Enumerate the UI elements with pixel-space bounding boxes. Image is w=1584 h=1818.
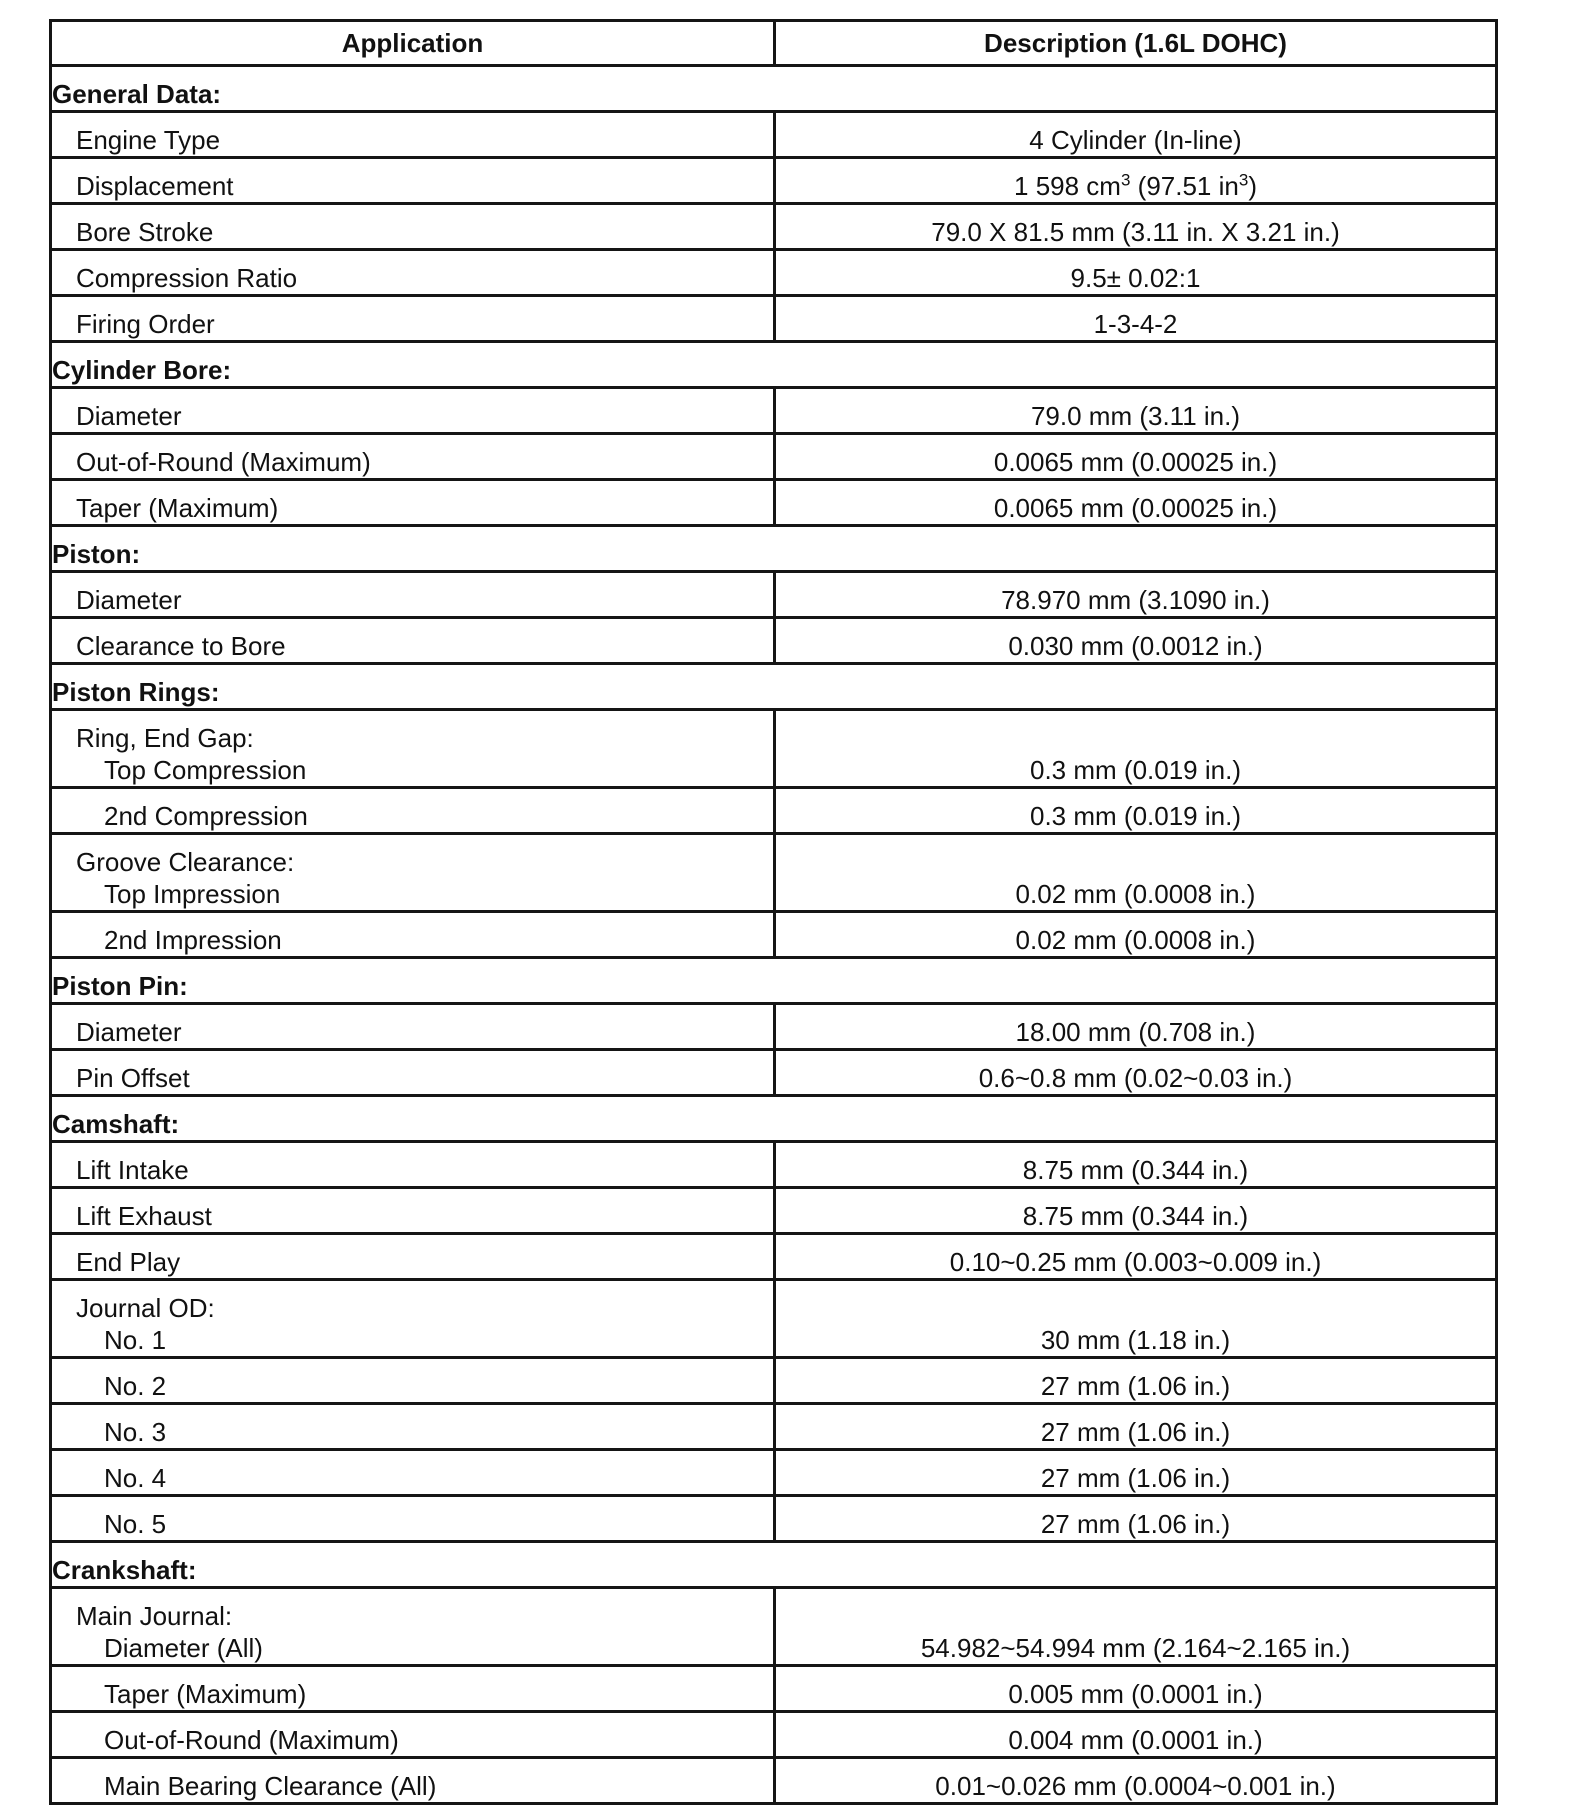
superscript: 3 — [1120, 170, 1131, 190]
row-label: Pin Offset — [51, 1050, 775, 1096]
row-value: 0.004 mm (0.0001 in.) — [775, 1712, 1497, 1758]
group-label: Ring, End Gap: — [76, 723, 254, 753]
row-label: Out-of-Round (Maximum) — [51, 434, 775, 480]
section-title-camshaft: Camshaft: — [51, 1096, 1497, 1142]
row-label: No. 2 — [104, 1371, 167, 1401]
section-row — [51, 1542, 1497, 1588]
table-row — [51, 912, 1497, 958]
table-row — [51, 1280, 1497, 1358]
row-value: 8.75 mm (0.344 in.) — [775, 1188, 1497, 1234]
section-row — [51, 66, 1497, 112]
table-row — [51, 1758, 1497, 1804]
table-row — [51, 1588, 1497, 1666]
row-label-cell — [51, 1450, 775, 1496]
group-label: Groove Clearance: — [76, 847, 295, 877]
row-value: 0.0065 mm (0.00025 in.) — [775, 480, 1497, 526]
section-row — [51, 526, 1497, 572]
table-row — [51, 710, 1497, 788]
column-header-description: Description (1.6L DOHC) — [775, 21, 1497, 66]
row-value: 0.02 mm (0.0008 in.) — [775, 912, 1497, 958]
table-row — [51, 158, 1497, 204]
row-label-group — [51, 1280, 775, 1358]
row-value: 54.982~54.994 mm (2.164~2.165 in.) — [775, 1588, 1497, 1666]
table-row — [51, 1358, 1497, 1404]
row-value-displacement — [775, 158, 1497, 204]
table-row — [51, 250, 1497, 296]
column-header-application: Application — [51, 21, 775, 66]
row-value: 0.02 mm (0.0008 in.) — [775, 834, 1497, 912]
row-label: Diameter (All) — [104, 1633, 263, 1663]
table-row — [51, 480, 1497, 526]
row-label: No. 3 — [104, 1417, 167, 1447]
row-label-cell — [51, 1496, 775, 1542]
row-value: 0.10~0.25 mm (0.003~0.009 in.) — [775, 1234, 1497, 1280]
table-row — [51, 572, 1497, 618]
table-row — [51, 434, 1497, 480]
row-value: 4 Cylinder (In-line) — [775, 112, 1497, 158]
section-row — [51, 1096, 1497, 1142]
row-label: Clearance to Bore — [51, 618, 775, 664]
table-row — [51, 1712, 1497, 1758]
row-value: 0.3 mm (0.019 in.) — [775, 788, 1497, 834]
table-row — [51, 1404, 1497, 1450]
row-label: Top Compression — [104, 755, 307, 785]
table-row — [51, 618, 1497, 664]
table-row — [51, 204, 1497, 250]
table-row — [51, 1450, 1497, 1496]
row-label: Diameter — [51, 1004, 775, 1050]
row-label: 2nd Impression — [104, 925, 282, 955]
table-row — [51, 1050, 1497, 1096]
displacement-metric: 1 598 cm — [1014, 171, 1121, 201]
section-title-piston-rings: Piston Rings: — [51, 664, 1497, 710]
row-label: No. 5 — [104, 1509, 167, 1539]
row-value: 0.01~0.026 mm (0.0004~0.001 in.) — [775, 1758, 1497, 1804]
row-value: 79.0 mm (3.11 in.) — [775, 388, 1497, 434]
row-value: 27 mm (1.06 in.) — [775, 1404, 1497, 1450]
engine-spec-table — [49, 19, 1498, 1805]
row-label-group — [51, 1588, 775, 1666]
row-label-cell — [51, 912, 775, 958]
row-value: 8.75 mm (0.344 in.) — [775, 1142, 1497, 1188]
row-value: 0.3 mm (0.019 in.) — [775, 710, 1497, 788]
section-title-cylinder-bore: Cylinder Bore: — [51, 342, 1497, 388]
row-label: Bore Stroke — [51, 204, 775, 250]
row-label: Out-of-Round (Maximum) — [104, 1725, 399, 1755]
row-label-cell — [51, 1358, 775, 1404]
row-label: Firing Order — [51, 296, 775, 342]
table-row — [51, 112, 1497, 158]
row-value: 78.970 mm (3.1090 in.) — [775, 572, 1497, 618]
row-label-cell — [51, 1758, 775, 1804]
row-label: No. 4 — [104, 1463, 167, 1493]
row-label: Compression Ratio — [51, 250, 775, 296]
row-value: 9.5± 0.02:1 — [775, 250, 1497, 296]
row-label: Main Bearing Clearance (All) — [104, 1771, 437, 1801]
row-label-group — [51, 710, 775, 788]
table-row — [51, 388, 1497, 434]
row-value: 0.030 mm (0.0012 in.) — [775, 618, 1497, 664]
section-title-piston: Piston: — [51, 526, 1497, 572]
row-value: 79.0 X 81.5 mm (3.11 in. X 3.21 in.) — [775, 204, 1497, 250]
row-value: 0.6~0.8 mm (0.02~0.03 in.) — [775, 1050, 1497, 1096]
row-label: Diameter — [51, 388, 775, 434]
row-label: Taper (Maximum) — [104, 1679, 307, 1709]
table-row — [51, 1234, 1497, 1280]
row-value: 18.00 mm (0.708 in.) — [775, 1004, 1497, 1050]
row-label: Engine Type — [51, 112, 775, 158]
table-row — [51, 1666, 1497, 1712]
table-row — [51, 834, 1497, 912]
table-row — [51, 296, 1497, 342]
row-label: No. 1 — [104, 1325, 167, 1355]
table-row — [51, 1188, 1497, 1234]
table-header-row — [51, 21, 1497, 66]
row-value: 1-3-4-2 — [775, 296, 1497, 342]
row-label: Diameter — [51, 572, 775, 618]
row-label: Displacement — [51, 158, 775, 204]
row-value: 27 mm (1.06 in.) — [775, 1450, 1497, 1496]
row-label-cell — [51, 1712, 775, 1758]
group-label: Main Journal: — [76, 1601, 233, 1631]
superscript: 3 — [1238, 170, 1249, 190]
row-value: 0.005 mm (0.0001 in.) — [775, 1666, 1497, 1712]
section-title-general: General Data: — [51, 66, 1497, 112]
section-row — [51, 342, 1497, 388]
row-value: 30 mm (1.18 in.) — [775, 1280, 1497, 1358]
row-label: 2nd Compression — [104, 801, 308, 831]
row-label-cell — [51, 1404, 775, 1450]
row-value: 27 mm (1.06 in.) — [775, 1496, 1497, 1542]
row-label: Lift Intake — [51, 1142, 775, 1188]
table-row — [51, 1004, 1497, 1050]
row-value: 0.0065 mm (0.00025 in.) — [775, 434, 1497, 480]
row-label-cell — [51, 788, 775, 834]
section-row — [51, 664, 1497, 710]
table-row — [51, 788, 1497, 834]
table-row — [51, 1496, 1497, 1542]
section-title-crankshaft: Crankshaft: — [51, 1542, 1497, 1588]
row-label: End Play — [51, 1234, 775, 1280]
row-value: 27 mm (1.06 in.) — [775, 1358, 1497, 1404]
displacement-imperial: (97.51 in — [1130, 171, 1239, 201]
section-title-piston-pin: Piston Pin: — [51, 958, 1497, 1004]
group-label: Journal OD: — [76, 1293, 215, 1323]
displacement-close: ) — [1248, 171, 1257, 201]
row-label-group — [51, 834, 775, 912]
table-row — [51, 1142, 1497, 1188]
row-label-cell — [51, 1666, 775, 1712]
section-row — [51, 958, 1497, 1004]
row-label: Top Impression — [104, 879, 281, 909]
row-label: Taper (Maximum) — [51, 480, 775, 526]
row-label: Lift Exhaust — [51, 1188, 775, 1234]
